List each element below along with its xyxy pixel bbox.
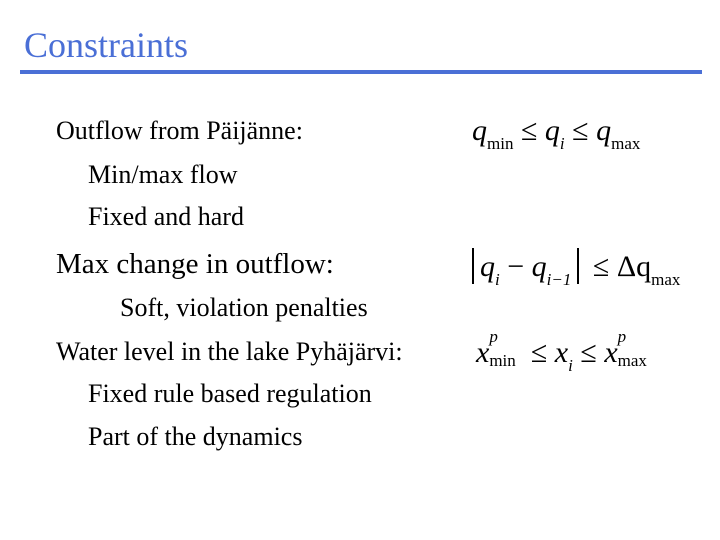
sub-bullet-min-max-flow: Min/max flow [88,160,238,189]
sub-bullet-soft-violation: Soft, violation penalties [120,293,368,322]
bullet-max-change-outflow: Max change in outflow: [56,248,334,280]
equation-flow-bounds: $q_{min} \le q_i \le q_{max}$ [472,114,641,153]
abs-bar-right [577,248,579,284]
sub-bullet-fixed-and-hard: Fixed and hard [88,202,244,231]
abs-bar-left [472,248,474,284]
title-underline [20,70,702,74]
bullet-water-level-pyhajarvi: Water level in the lake Pyhäjärvi: [56,337,403,366]
equation-max-change: $q_i - q_{i-1} \le \Delta q_{max}$ [466,248,680,288]
equation-water-level-bounds: x p min ≤ $x_i \le x$ p max [476,327,647,375]
sub-bullet-part-of-dynamics: Part of the dynamics [88,422,303,451]
sub-bullet-rule-based: Fixed rule based regulation [88,379,372,408]
slide-title: Constraints [24,25,189,65]
bullet-outflow-paijanne: Outflow from Päijänne: [56,116,303,145]
